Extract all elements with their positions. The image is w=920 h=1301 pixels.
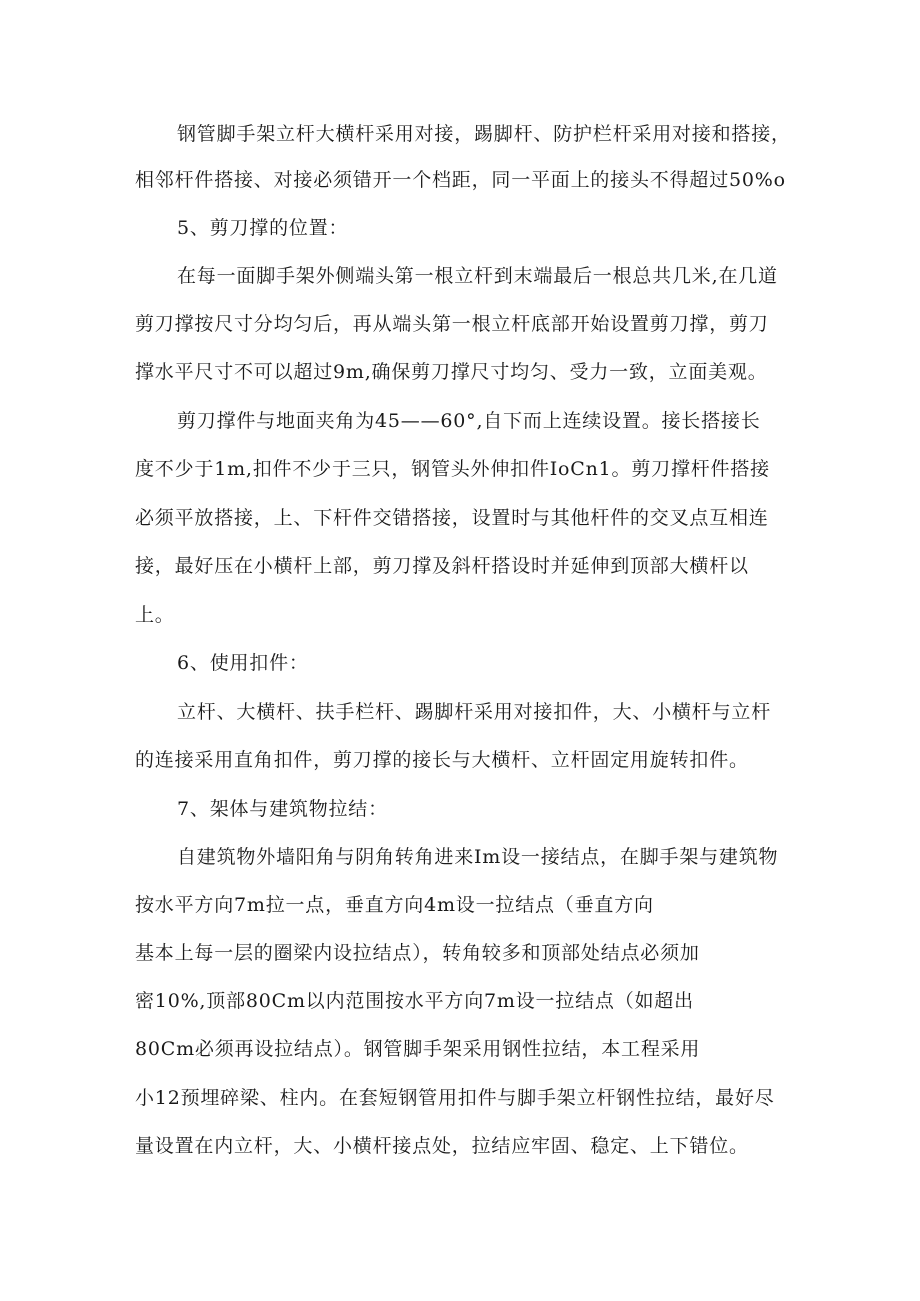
text-line: 密10%,顶部80Cm以内范围按水平方向7m设一拉结点（如超出 [135, 990, 694, 1012]
text-line: 的连接采用直角扣件，剪刀撑的接长与大横杆、立杆固定用旋转扣件。 [135, 749, 749, 771]
text-line: 在每一面脚手架外侧端头第一根立杆到末端最后一根总共几米,在几道 [177, 265, 778, 287]
text-line: 基本上每一层的圈梁内设拉结点），转角较多和顶部处结点必须加 [135, 942, 700, 964]
text-line: 撑水平尺寸不可以超过9m,确保剪刀撑尺寸均匀、受力一致，立面美观。 [135, 361, 768, 383]
text-line: 剪刀撑件与地面夹角为45——60°,自下而上连续设置。接长搭接长 [177, 410, 761, 432]
section-heading: 5、剪刀撑的位置： [177, 217, 349, 239]
text-line: 钢管脚手架立杆大横杆采用对接，踢脚杆、防护栏杆采用对接和搭接， [177, 123, 791, 145]
section-heading: 7、架体与建筑物拉结： [177, 798, 388, 820]
text-line: 立杆、大横杆、扶手栏杆、踢脚杆采用对接扣件，大、小横杆与立杆 [177, 701, 772, 723]
text-line: 80Cm必须再设拉结点）。钢管脚手架采用钢性拉结，本工程采用 [135, 1038, 701, 1060]
text-line: 必须平放搭接，上、下杆件交错搭接，设置时与其他杆件的交叉点互相连 [135, 507, 769, 529]
text-line: 按水平方向7m拉一点，垂直方向4m设一拉结点（垂直方向 [135, 894, 654, 916]
section-heading: 6、使用扣件： [177, 652, 309, 674]
text-line: 相邻杆件搭接、对接必须错开一个档距，同一平面上的接头不得超过50%o [135, 169, 786, 191]
text-line: 剪刀撑按尺寸分均匀后，再从端头第一根立杆底部开始设置剪刀撑，剪刀 [135, 313, 769, 335]
text-line: 量设置在内立杆，大、小横杆接点处，拉结应牢固、稳定、上下错位。 [135, 1135, 749, 1157]
text-line: 上。 [135, 604, 175, 626]
text-line: 度不少于1m,扣件不少于三只，钢管头外伸扣件IoCn1。剪刀撑杆件搭接 [135, 458, 770, 480]
text-line: 小12预埋碎梁、柱内。在套短钢管用扣件与脚手架立杆钢性拉结，最好尽 [135, 1087, 775, 1109]
text-line: 接，最好压在小横杆上部，剪刀撑及斜杆搭设时并延伸到顶部大横杆以 [135, 555, 749, 577]
text-line: 自建筑物外墙阳角与阴角转角进来Im设一接结点，在脚手架与建筑物 [177, 846, 779, 868]
